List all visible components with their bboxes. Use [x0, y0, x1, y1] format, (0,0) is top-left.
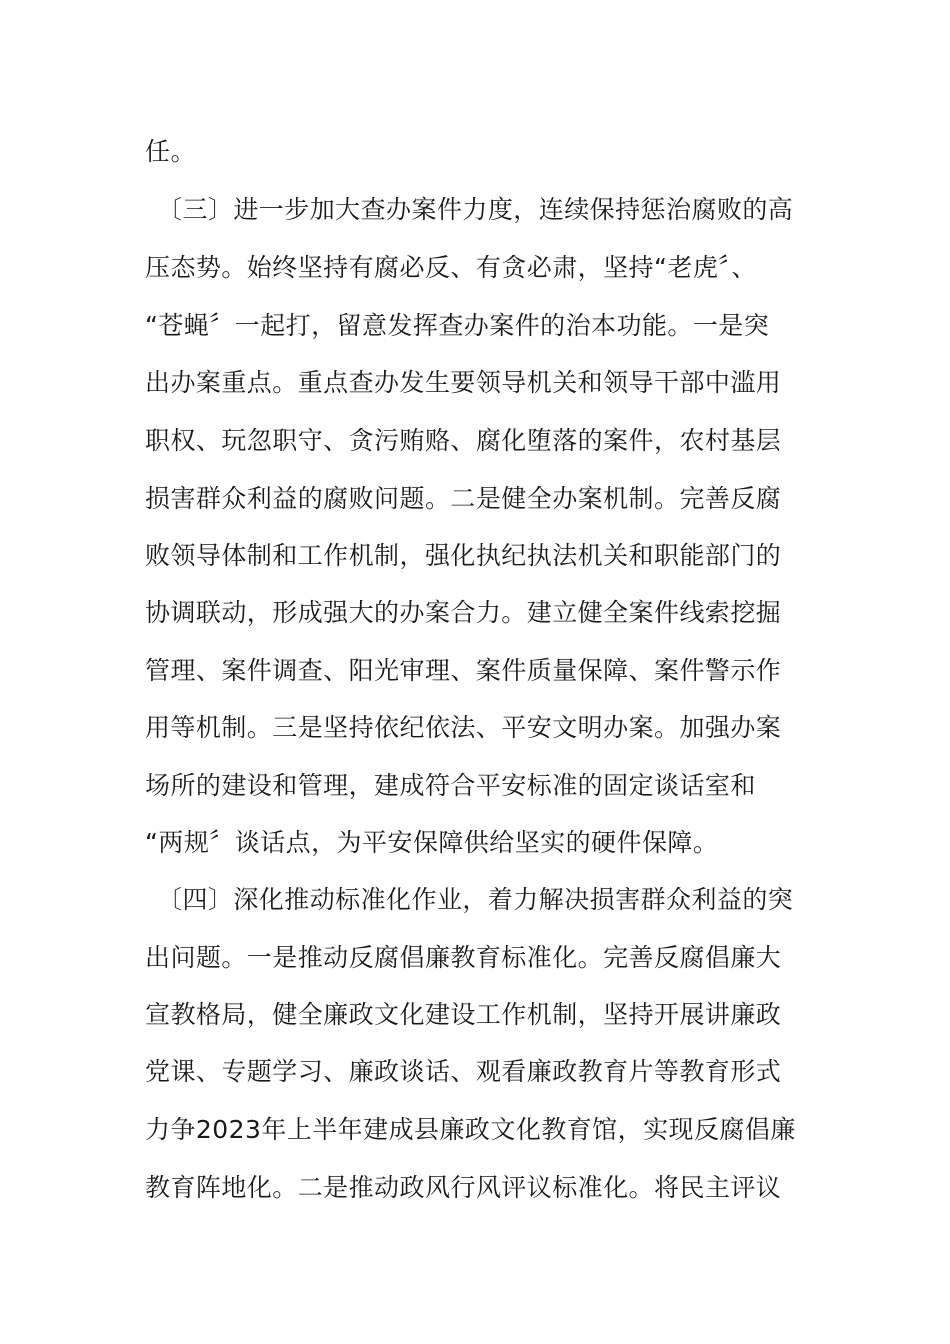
text-line-11: 用等机制。三是坚持依纪依法、平安文明办案。加强办案: [145, 713, 782, 742]
text-line-7: 损害群众利益的腐败问题。二是健全办案机制。完善反腐: [145, 484, 782, 513]
text-line-13: “两规〞谈话点，为平安保障供给坚实的硬件保障。: [145, 828, 719, 857]
text-line-14: 〔四〕深化推动标准化作业，着力解决损害群众利益的突: [157, 885, 794, 914]
text-line-5: 出办案重点。重点查办发生要领导机关和领导干部中滥用: [145, 368, 782, 397]
text-line-1: 任。: [145, 137, 196, 166]
text-line-19: 教育阵地化。二是推动政风行风评议标准化。将民主评议: [145, 1173, 782, 1202]
text-line-2: 〔三〕进一步加大查办案件力度，连续保持惩治腐败的高: [157, 195, 794, 224]
text-line-9: 协调联动，形成强大的办案合力。建立健全案件线索挖掘: [145, 598, 782, 627]
text-line-10: 管理、案件调查、阳光审理、案件质量保障、案件警示作: [145, 656, 782, 685]
text-line-4: “苍蝇〞一起打，留意发挥查办案件的治本功能。一是突: [145, 311, 770, 340]
text-line-18: 力争2023年上半年建成县廉政文化教育馆，实现反腐倡廉: [145, 1115, 796, 1144]
text-line-8: 败领导体制和工作机制，强化执纪执法机关和职能部门的: [145, 541, 782, 570]
text-line-12: 场所的建设和管理，建成符合平安标准的固定谈话室和: [145, 771, 756, 800]
text-line-16: 宣教格局，健全廉政文化建设工作机制，坚持开展讲廉政: [145, 1000, 782, 1029]
text-line-3: 压态势。始终坚持有腐必反、有贪必肃，坚持“老虎〞、: [145, 253, 757, 282]
text-line-17: 党课、专题学习、廉政谈话、观看廉政教育片等教育形式: [145, 1057, 782, 1086]
text-line-15: 出问题。一是推动反腐倡廉教育标准化。完善反腐倡廉大: [145, 943, 782, 972]
text-line-6: 职权、玩忽职守、贪污贿赂、腐化堕落的案件，农村基层: [145, 426, 782, 455]
